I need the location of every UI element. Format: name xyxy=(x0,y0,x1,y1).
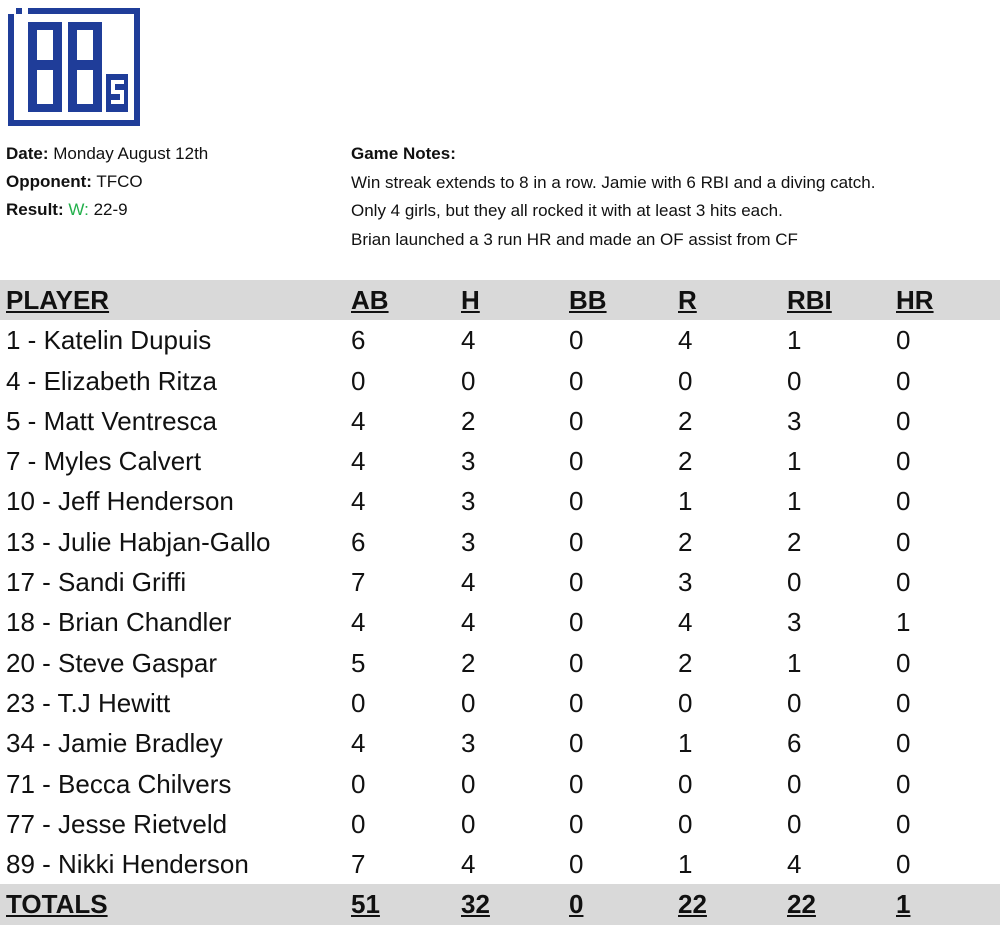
h-cell: 0 xyxy=(461,365,476,396)
hr-cell: 0 xyxy=(896,446,911,477)
r-cell: 1 xyxy=(678,486,693,517)
rbi-cell: 0 xyxy=(787,567,802,598)
h-cell: 4 xyxy=(461,567,476,598)
r-cell: 1 xyxy=(678,849,693,880)
rbi-cell: 2 xyxy=(787,526,802,557)
h-cell: 3 xyxy=(461,486,476,517)
player-name: 13 - Julie Habjan-Gallo xyxy=(6,526,271,557)
rbi-cell: 3 xyxy=(787,607,802,638)
rbi-cell: 3 xyxy=(787,405,802,436)
ab-cell: 7 xyxy=(351,849,366,880)
rbi-cell: 4 xyxy=(787,849,802,880)
player-name: 7 - Myles Calvert xyxy=(6,446,202,477)
table-row xyxy=(0,683,1000,723)
table-header-row xyxy=(0,280,1000,320)
h-cell: 3 xyxy=(461,446,476,477)
player-name: 20 - Steve Gaspar xyxy=(6,647,217,678)
bb-cell: 0 xyxy=(569,446,584,477)
header-bb: BB xyxy=(569,285,607,315)
table-row xyxy=(0,643,1000,683)
hr-cell: 0 xyxy=(896,486,911,517)
game-note-line: Win streak extends to 8 in a row. Jamie with 6 RBI and a diving catch. xyxy=(351,172,876,192)
bb-cell: 0 xyxy=(569,808,584,839)
totals-row xyxy=(0,884,1000,924)
table-row xyxy=(0,441,1000,481)
h-cell: 2 xyxy=(461,647,476,678)
game-note-line: Brian launched a 3 run HR and made an OF assist from CF xyxy=(351,229,798,249)
date-label: Date: xyxy=(6,144,49,163)
bb-cell: 0 xyxy=(569,405,584,436)
bb-cell: 0 xyxy=(569,687,584,718)
ab-cell: 4 xyxy=(351,446,366,477)
r-cell: 0 xyxy=(678,687,693,718)
game-note-line: Only 4 girls, but they all rocked it with at least 3 hits each. xyxy=(351,201,783,220)
header-r: R xyxy=(678,285,697,315)
table-row xyxy=(0,602,1000,642)
header-player: PLAYER xyxy=(6,285,110,315)
r-cell: 2 xyxy=(678,526,693,557)
rbi-cell: 0 xyxy=(787,808,802,839)
r-cell: 4 xyxy=(678,325,693,356)
hr-cell: 0 xyxy=(896,325,911,356)
bb-cell: 0 xyxy=(569,849,584,880)
header-h: H xyxy=(461,285,480,315)
r-cell: 2 xyxy=(678,405,693,436)
h-cell: 3 xyxy=(461,728,476,759)
table-row xyxy=(0,723,1000,763)
result-label: Result: xyxy=(6,200,64,219)
totals-hr: 1 xyxy=(896,889,911,920)
player-name: 4 - Elizabeth Ritza xyxy=(6,365,217,396)
rbi-cell: 1 xyxy=(787,446,802,477)
hr-cell: 0 xyxy=(896,567,911,598)
table-body xyxy=(0,320,1000,884)
opponent-value: TFCO xyxy=(96,172,143,191)
header-hr: HR xyxy=(896,285,934,315)
player-name: 18 - Brian Chandler xyxy=(6,607,232,638)
bb-cell: 0 xyxy=(569,768,584,799)
totals-rbi: 22 xyxy=(787,889,816,920)
team-logo-mark xyxy=(8,8,140,126)
player-name: 17 - Sandi Griffi xyxy=(6,567,187,598)
game-notes xyxy=(351,140,991,254)
totals-h: 32 xyxy=(461,889,490,920)
header-rbi: RBI xyxy=(787,285,832,315)
bb-cell: 0 xyxy=(569,607,584,638)
bb-cell: 0 xyxy=(569,325,584,356)
player-name: 34 - Jamie Bradley xyxy=(6,728,223,759)
ab-cell: 4 xyxy=(351,486,366,517)
bb-cell: 0 xyxy=(569,486,584,517)
h-cell: 2 xyxy=(461,405,476,436)
table-row xyxy=(0,481,1000,521)
r-cell: 2 xyxy=(678,446,693,477)
game-notes-heading: Game Notes: xyxy=(351,144,456,163)
h-cell: 4 xyxy=(461,607,476,638)
team-logo xyxy=(8,8,140,126)
date-value: Monday August 12th xyxy=(53,144,209,163)
hr-cell: 1 xyxy=(896,607,911,638)
ab-cell: 4 xyxy=(351,607,366,638)
r-cell: 1 xyxy=(678,728,693,759)
player-name: 23 - T.J Hewitt xyxy=(6,687,171,718)
player-name: 77 - Jesse Rietveld xyxy=(6,808,228,839)
player-name: 5 - Matt Ventresca xyxy=(6,405,217,436)
player-name: 89 - Nikki Henderson xyxy=(6,849,249,880)
table-row xyxy=(0,401,1000,441)
game-info xyxy=(6,140,208,224)
bb-cell: 0 xyxy=(569,365,584,396)
r-cell: 2 xyxy=(678,647,693,678)
rbi-cell: 0 xyxy=(787,768,802,799)
ab-cell: 6 xyxy=(351,526,366,557)
date-row xyxy=(6,140,208,168)
totals-bb: 0 xyxy=(569,889,584,920)
r-cell: 0 xyxy=(678,365,693,396)
h-cell: 0 xyxy=(461,687,476,718)
rbi-cell: 1 xyxy=(787,325,802,356)
rbi-cell: 0 xyxy=(787,687,802,718)
hr-cell: 0 xyxy=(896,526,911,557)
ab-cell: 7 xyxy=(351,567,366,598)
rbi-cell: 1 xyxy=(787,647,802,678)
h-cell: 3 xyxy=(461,526,476,557)
player-name: 1 - Katelin Dupuis xyxy=(6,325,212,356)
hr-cell: 0 xyxy=(896,808,911,839)
ab-cell: 4 xyxy=(351,405,366,436)
ab-cell: 5 xyxy=(351,647,366,678)
ab-cell: 0 xyxy=(351,768,366,799)
totals-label: TOTALS xyxy=(6,889,108,920)
h-cell: 4 xyxy=(461,325,476,356)
rbi-cell: 1 xyxy=(787,486,802,517)
rbi-cell: 0 xyxy=(787,365,802,396)
h-cell: 4 xyxy=(461,849,476,880)
stats-table xyxy=(0,280,1000,925)
r-cell: 0 xyxy=(678,808,693,839)
hr-cell: 0 xyxy=(896,768,911,799)
totals-ab: 51 xyxy=(351,889,380,920)
result-row xyxy=(6,196,208,224)
table-row xyxy=(0,320,1000,360)
result-score: 22-9 xyxy=(93,200,128,219)
ab-cell: 0 xyxy=(351,808,366,839)
opponent-row xyxy=(6,168,208,196)
table-row xyxy=(0,764,1000,804)
h-cell: 0 xyxy=(461,768,476,799)
hr-cell: 0 xyxy=(896,405,911,436)
bb-cell: 0 xyxy=(569,647,584,678)
bb-cell: 0 xyxy=(569,567,584,598)
bb-cell: 0 xyxy=(569,728,584,759)
table-row xyxy=(0,844,1000,884)
r-cell: 0 xyxy=(678,768,693,799)
player-name: 71 - Becca Chilvers xyxy=(6,768,232,799)
ab-cell: 0 xyxy=(351,687,366,718)
table-row xyxy=(0,804,1000,844)
ab-cell: 0 xyxy=(351,365,366,396)
player-name: 10 - Jeff Henderson xyxy=(6,486,234,517)
rbi-cell: 6 xyxy=(787,728,802,759)
result-outcome: W: xyxy=(68,200,89,219)
hr-cell: 0 xyxy=(896,728,911,759)
hr-cell: 0 xyxy=(896,849,911,880)
header-ab: AB xyxy=(351,285,389,315)
hr-cell: 0 xyxy=(896,647,911,678)
ab-cell: 4 xyxy=(351,728,366,759)
table-row xyxy=(0,361,1000,401)
r-cell: 4 xyxy=(678,607,693,638)
ab-cell: 6 xyxy=(351,325,366,356)
hr-cell: 0 xyxy=(896,365,911,396)
opponent-label: Opponent: xyxy=(6,172,92,191)
totals-r: 22 xyxy=(678,889,707,920)
table-row xyxy=(0,522,1000,562)
bb-cell: 0 xyxy=(569,526,584,557)
h-cell: 0 xyxy=(461,808,476,839)
r-cell: 3 xyxy=(678,567,693,598)
hr-cell: 0 xyxy=(896,687,911,718)
table-row xyxy=(0,562,1000,602)
